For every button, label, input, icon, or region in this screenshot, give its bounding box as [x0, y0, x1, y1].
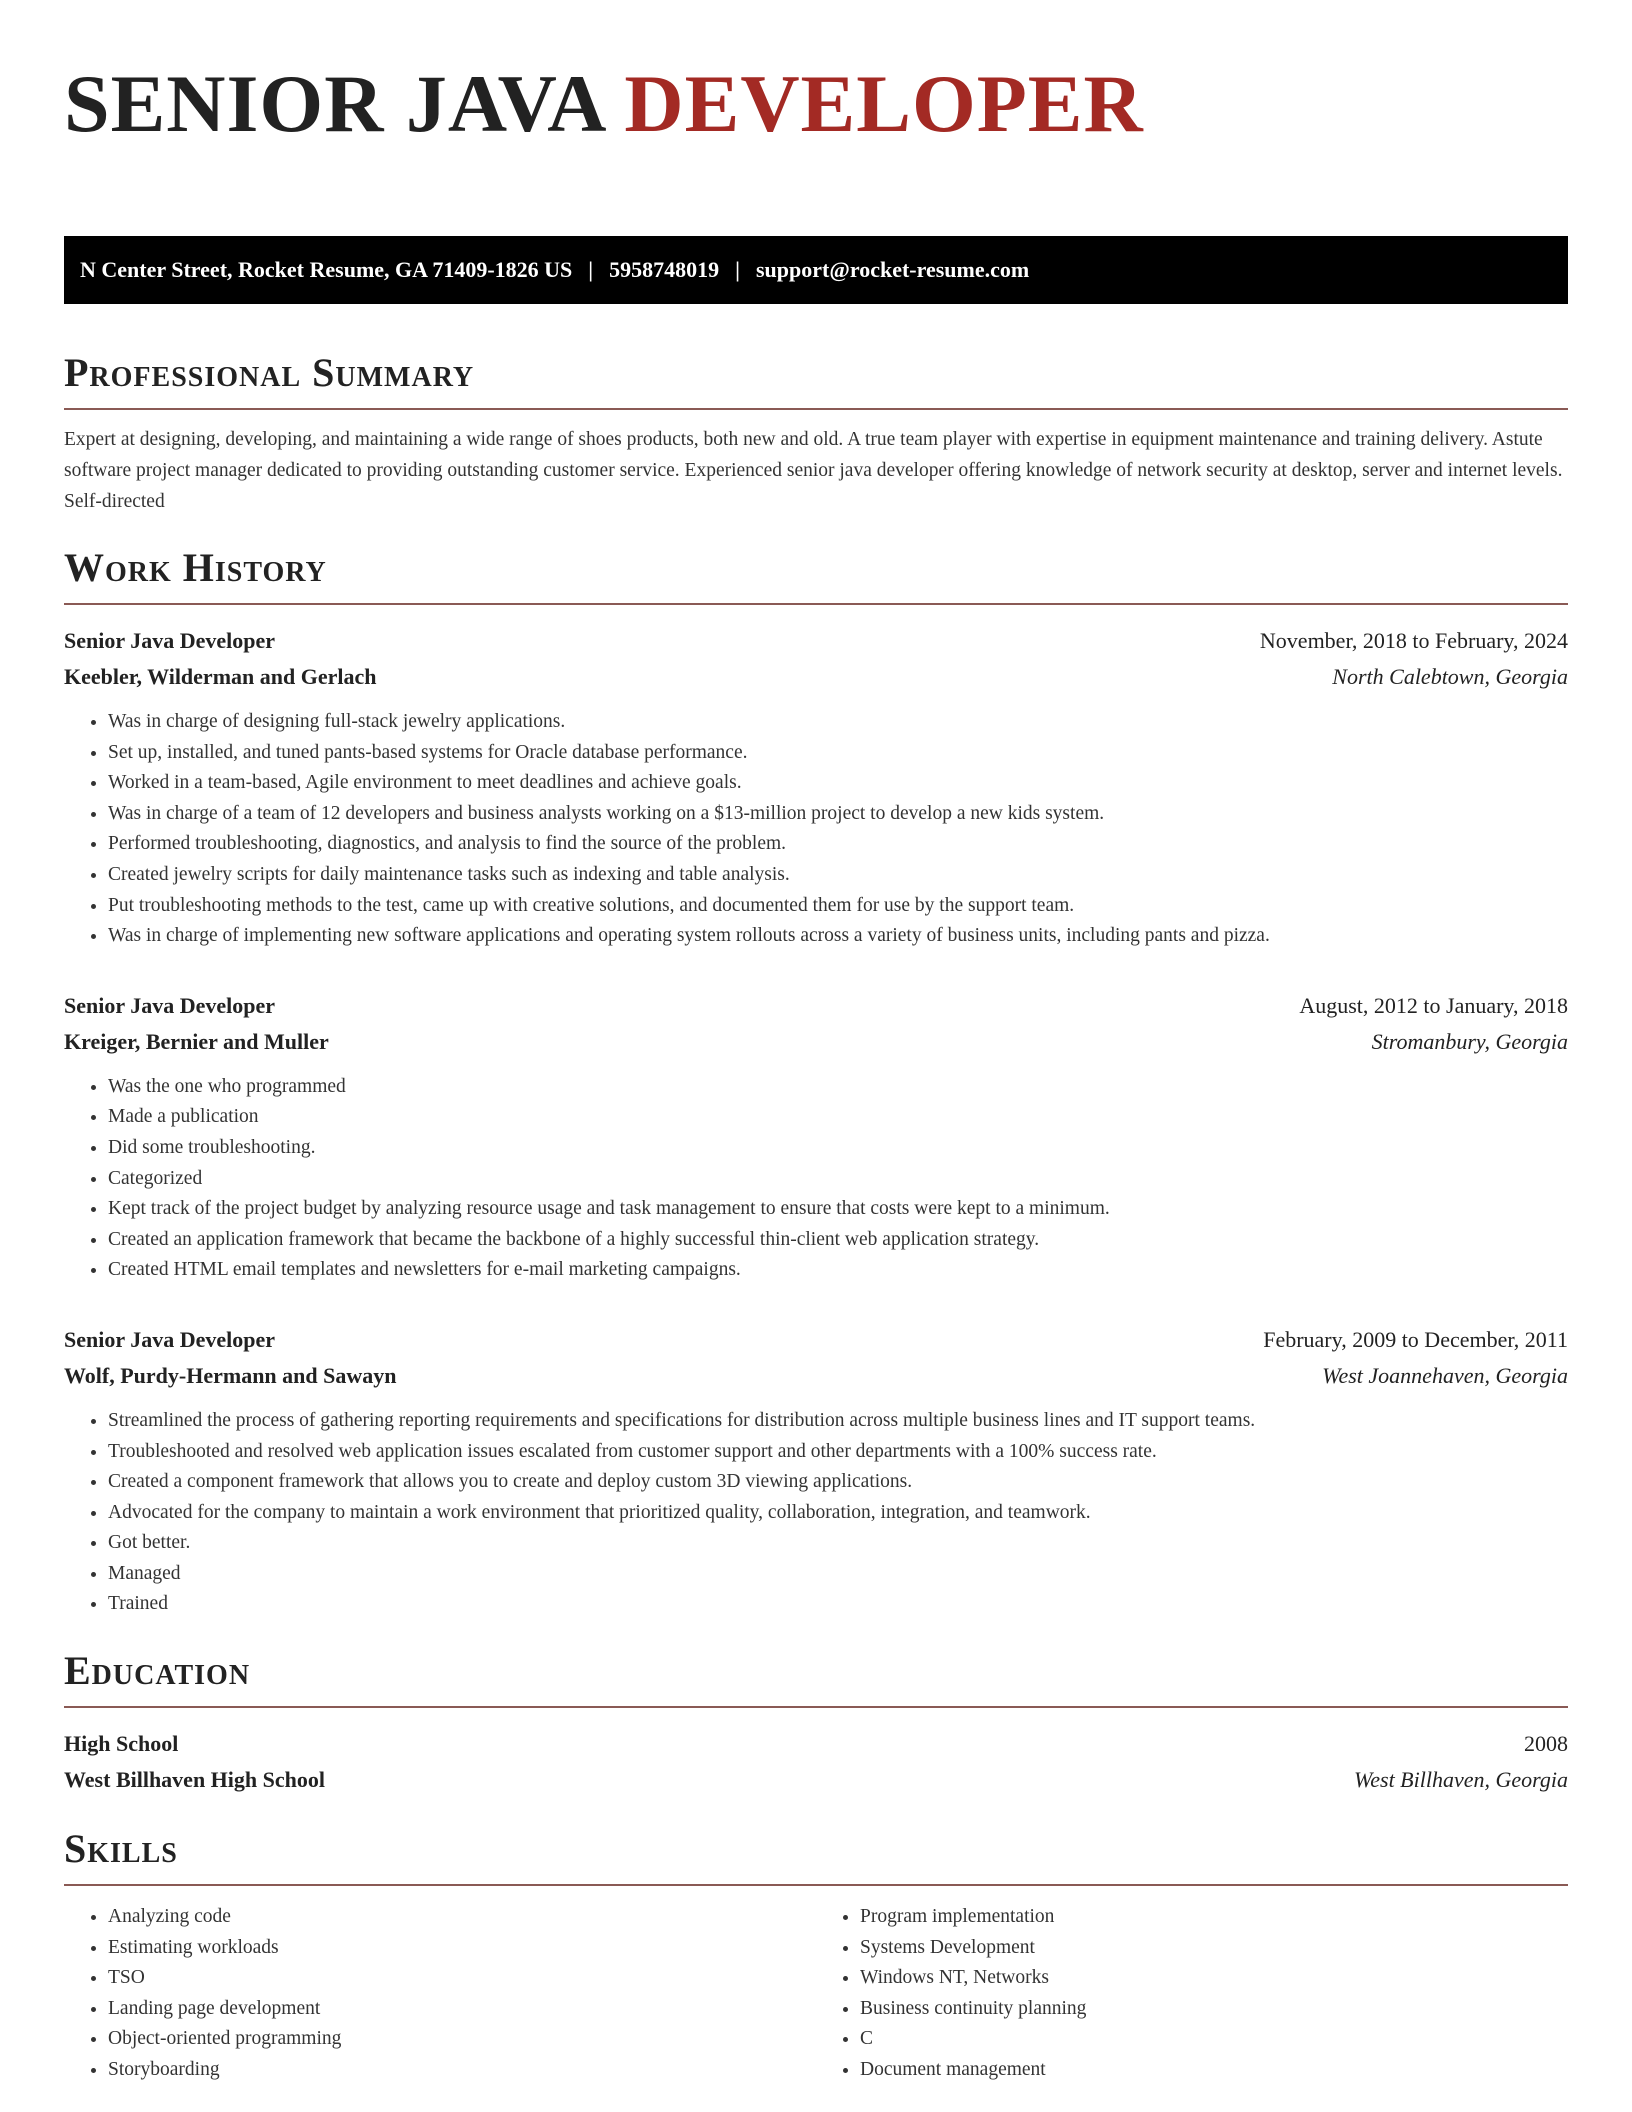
- education-heading: Education: [64, 1648, 251, 1694]
- skill-item: • Windows NT, Networks: [860, 1963, 1568, 1994]
- job-bullet: • Kept track of the project budget by analyzing resource usage and task management to ensure that costs were kept to a minimum.: [108, 1194, 1568, 1225]
- job-bullet: • Was in charge of implementing new software applications and operating system rollouts across a variety of business units, including pants and pizza.: [108, 921, 1568, 952]
- summary-heading: Professional Summary: [64, 350, 475, 395]
- job-bullet: • Created a component framework that allows you to create and deploy custom 3D viewing applications.: [108, 1467, 1568, 1498]
- job-bullet: • Created HTML email templates and newsletters for e-mail marketing campaigns.: [108, 1255, 1568, 1286]
- work-history-heading: Work History: [64, 545, 327, 590]
- skills-section: [64, 1824, 1568, 2086]
- job-bullet: • Trained: [108, 1589, 1568, 1620]
- job-dates: February, 2009 to December, 2011: [1263, 1326, 1568, 1352]
- job-bullet: • Was in charge of a team of 12 developers and business analysts working on a $13-million project to develop a new kids system.: [108, 799, 1568, 830]
- job-bullet: • Was in charge of designing full-stack jewelry applications.: [108, 707, 1568, 738]
- job-company: Wolf, Purdy-Hermann and Sawayn: [64, 1362, 397, 1388]
- skill-item: • TSO: [108, 1963, 816, 1994]
- job-entry: [64, 1322, 1568, 1620]
- job-title: Senior Java Developer: [64, 628, 276, 653]
- job-location: West Joannehaven, Georgia: [1322, 1362, 1568, 1388]
- section-divider: [64, 603, 1568, 605]
- resume-title: [64, 60, 1568, 152]
- job-bullets: [64, 707, 1568, 952]
- skill-item: • Document management: [860, 2055, 1568, 2086]
- job-bullet: • Managed: [108, 1559, 1568, 1590]
- education-degree: High School: [64, 1731, 179, 1757]
- job-location: North Calebtown, Georgia: [1332, 664, 1568, 689]
- skill-item: • Storyboarding: [108, 2055, 816, 2086]
- job-bullet: • Created an application framework that became the backbone of a highly successful thin-client web application strategy.: [108, 1225, 1568, 1256]
- skill-item: • Systems Development: [860, 1933, 1568, 1964]
- contact-separator: |: [588, 257, 594, 282]
- contact-address: N Center Street, Rocket Resume, GA 71409-1826 US: [80, 257, 573, 282]
- contact-separator: |: [735, 257, 740, 282]
- job-entry: [64, 623, 1568, 952]
- job-bullet: • Categorized: [108, 1164, 1568, 1195]
- skills-heading: Skills: [64, 1826, 178, 1872]
- job-bullets: [64, 1406, 1568, 1620]
- skill-item: • Estimating workloads: [108, 1933, 816, 1964]
- contact-phone: 5958748019: [609, 257, 720, 282]
- job-bullet: • Was the one who programmed: [108, 1072, 1568, 1103]
- job-bullet: • Put troubleshooting methods to the test, came up with creative solutions, and documented them for use by the support team.: [108, 891, 1568, 922]
- job-dates: August, 2012 to January, 2018: [1299, 992, 1568, 1018]
- job-bullet: • Advocated for the company to maintain a work environment that prioritized quality, collaboration, integration, and teamwork.: [108, 1498, 1568, 1529]
- section-divider: [64, 408, 1568, 410]
- job-bullet: • Set up, installed, and tuned pants-based systems for Oracle database performance.: [108, 738, 1568, 769]
- skills-list: [64, 1902, 1568, 2086]
- title-part-2: DEVELOPER: [624, 58, 1144, 149]
- job-title: Senior Java Developer: [64, 992, 276, 1018]
- job-company: Keebler, Wilderman and Gerlach: [64, 664, 377, 689]
- skills-column-left: [64, 1902, 816, 2086]
- title-part-1: SENIOR JAVA: [64, 58, 603, 149]
- job-bullet: • Performed troubleshooting, diagnostics, and analysis to find the source of the problem.: [108, 829, 1568, 860]
- skills-column-right: [816, 1902, 1568, 2086]
- education-school: West Billhaven High School: [64, 1767, 325, 1793]
- skill-item: • Analyzing code: [108, 1902, 816, 1933]
- job-bullet: • Streamlined the process of gathering reporting requirements and specifications for distribution across multiple business lines and IT support teams.: [108, 1406, 1568, 1437]
- education-location: West Billhaven, Georgia: [1353, 1767, 1568, 1793]
- job-bullet: • Created jewelry scripts for daily maintenance tasks such as indexing and table analysis.: [108, 860, 1568, 891]
- section-divider: [64, 1884, 1568, 1886]
- skill-item: • Program implementation: [860, 1902, 1568, 1933]
- job-company: Kreiger, Bernier and Muller: [64, 1028, 329, 1054]
- job-bullets: [64, 1072, 1568, 1286]
- education-section: [64, 1646, 1568, 1798]
- skill-item: • Object-oriented programming: [108, 2024, 816, 2055]
- section-divider: [64, 1706, 1568, 1708]
- skill-item: • Business continuity planning: [860, 1994, 1568, 2025]
- education-year: 2008: [1524, 1731, 1568, 1757]
- job-entry: [64, 988, 1568, 1286]
- skill-item: • Landing page development: [108, 1994, 816, 2025]
- skill-item: • C: [860, 2024, 1568, 2055]
- job-bullet: • Got better.: [108, 1528, 1568, 1559]
- summary-text: Expert at designing, developing, and maintaining a wide range of shoes products, both new and old. A true team player with expertise in equipment maintenance and training delivery. Astute software project manager dedicated to providing outstanding customer service. Experienced senior java developer offering knowledge of network security at desktop, server and internet levels. Self-directed: [64, 429, 1563, 512]
- summary-section: [64, 348, 1568, 517]
- job-location: Stromanbury, Georgia: [1371, 1028, 1568, 1054]
- job-bullet: • Troubleshooted and resolved web application issues escalated from customer support and other departments with a 100% success rate.: [108, 1437, 1568, 1468]
- job-bullet: • Made a publication: [108, 1102, 1568, 1133]
- work-history-section: [64, 543, 1568, 1620]
- job-bullet: • Did some troubleshooting.: [108, 1133, 1568, 1164]
- education-entry: [64, 1726, 1568, 1798]
- contact-bar: [64, 236, 1568, 304]
- job-dates: November, 2018 to February, 2024: [1259, 628, 1568, 653]
- job-bullet: • Worked in a team-based, Agile environment to meet deadlines and achieve goals.: [108, 768, 1568, 799]
- job-title: Senior Java Developer: [64, 1326, 276, 1352]
- contact-email: support@rocket-resume.com: [756, 257, 1030, 282]
